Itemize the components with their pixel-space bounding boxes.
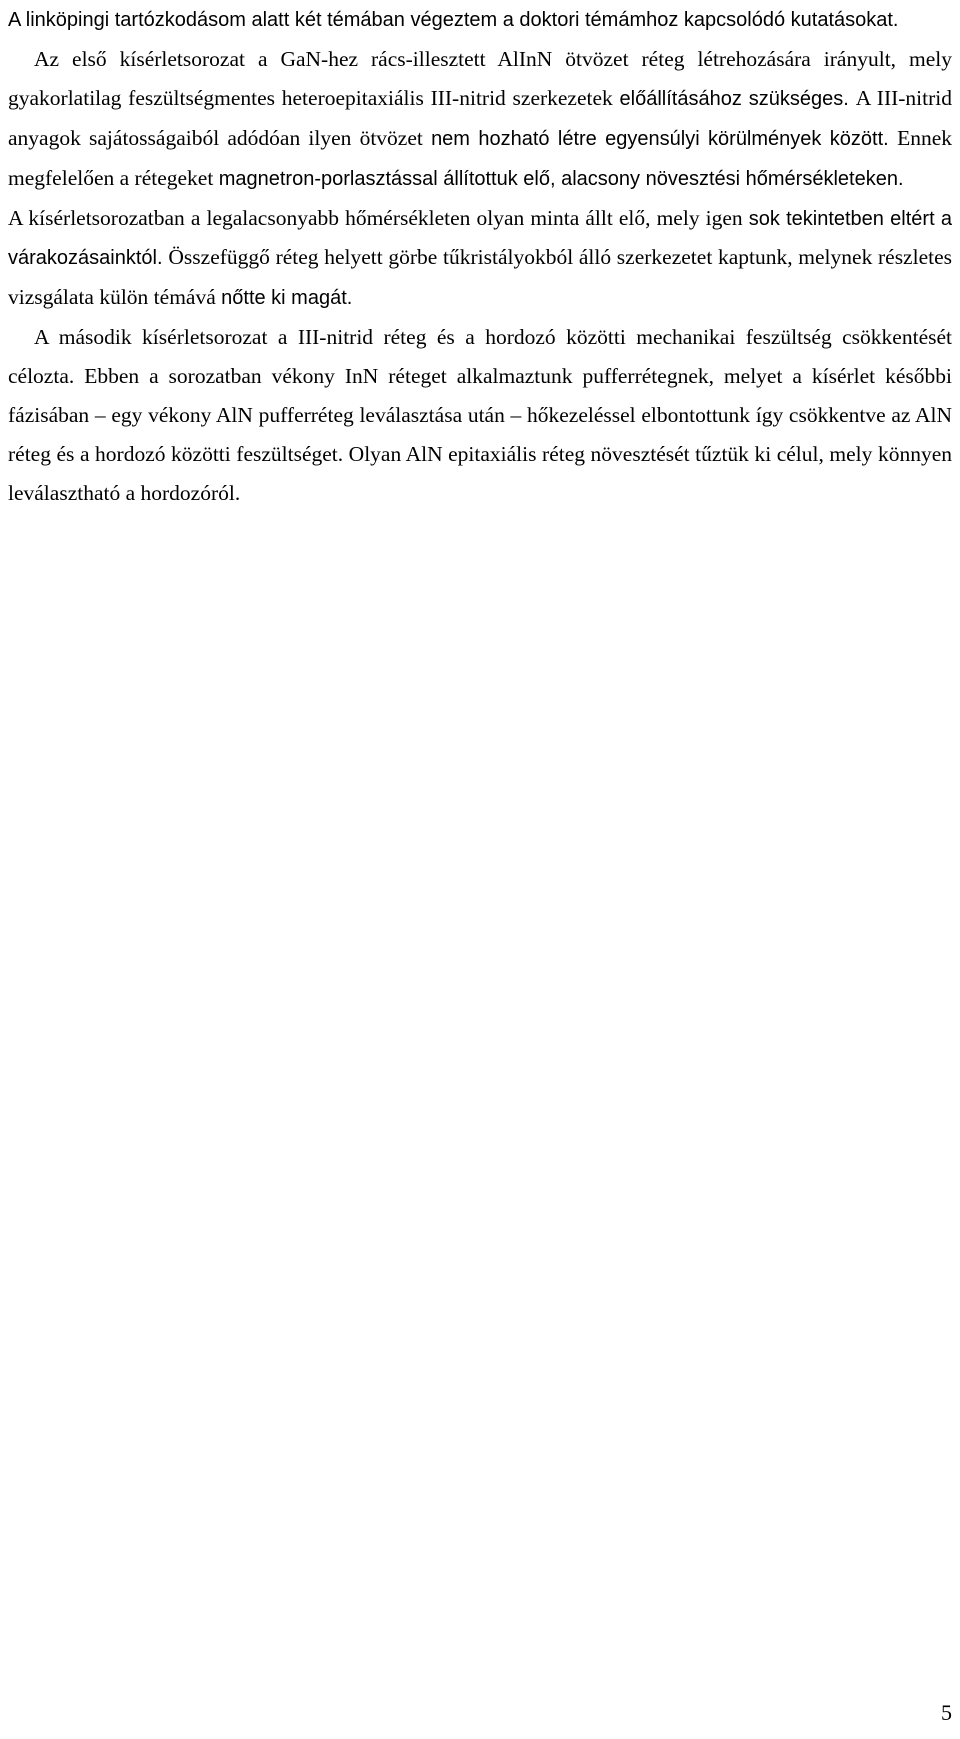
- text-run: A linköpingi tartózkodásom alatt két témában végeztem a doktori témámhoz kapcsolódó kutatásokat.: [8, 9, 899, 31]
- text-run: Összefüggő réteg helyett görbe tűkristályokból álló szerkezetet kaptunk, melynek részletes vizsgálata külön témává: [8, 245, 953, 310]
- text-run: magnetron-porlasztással állítottuk elő, alacsony növesztési hőmérsékleteken.: [218, 167, 904, 190]
- paragraph-first-experiment: [8, 40, 952, 199]
- paragraph-first-experiment-result: [8, 199, 952, 319]
- text-run: A második kísérletsorozat a III-nitrid réteg és a hordozó közötti mechanikai feszültség csökkentését célozta. Ebben a sorozatban vékony InN réteget alkalmaztunk pufferrétegnek, melyet a kísérlet későbbi fázisában – egy vékony AlN pufferréteg leválasztása után – hőkezeléssel elbontottunk így csökkentve az AlN réteg és a hordozó közötti feszültséget. Olyan AlN epitaxiális réteg növesztését tűztük ki célul, mely könnyen leválasztható a hordozóról.: [8, 325, 952, 505]
- text-run: Az első kísérletsorozat a GaN-hez rács-illesztett AlInN ötvözet réteg létrehozására irányult, mely gyakorlatilag feszültségmentes heteroepitaxiális III-nitrid szerkezetek: [8, 46, 952, 110]
- text-run: Ennek megfelelően a rétegeket: [8, 125, 953, 190]
- text-run: nőtte ki magát.: [221, 287, 353, 310]
- document-page: [8, 0, 952, 513]
- text-run: nem hozható létre egyensúlyi körülmények között.: [431, 127, 898, 150]
- page-number: 5: [941, 1700, 952, 1725]
- paragraph-intro: [8, 0, 952, 40]
- text-run: A III-nitrid anyagok sajátosságaiból adódóan ilyen ötvözet: [8, 85, 953, 150]
- text-run: sok tekintetben eltért a várakozásainktól.: [8, 207, 952, 270]
- text-run: előállításához szükséges.: [619, 87, 856, 110]
- text-run: A kísérletsorozatban a legalacsonyabb hőmérsékleten olyan minta állt elő, mely igen: [8, 205, 749, 230]
- paragraph-second-experiment: [8, 318, 952, 513]
